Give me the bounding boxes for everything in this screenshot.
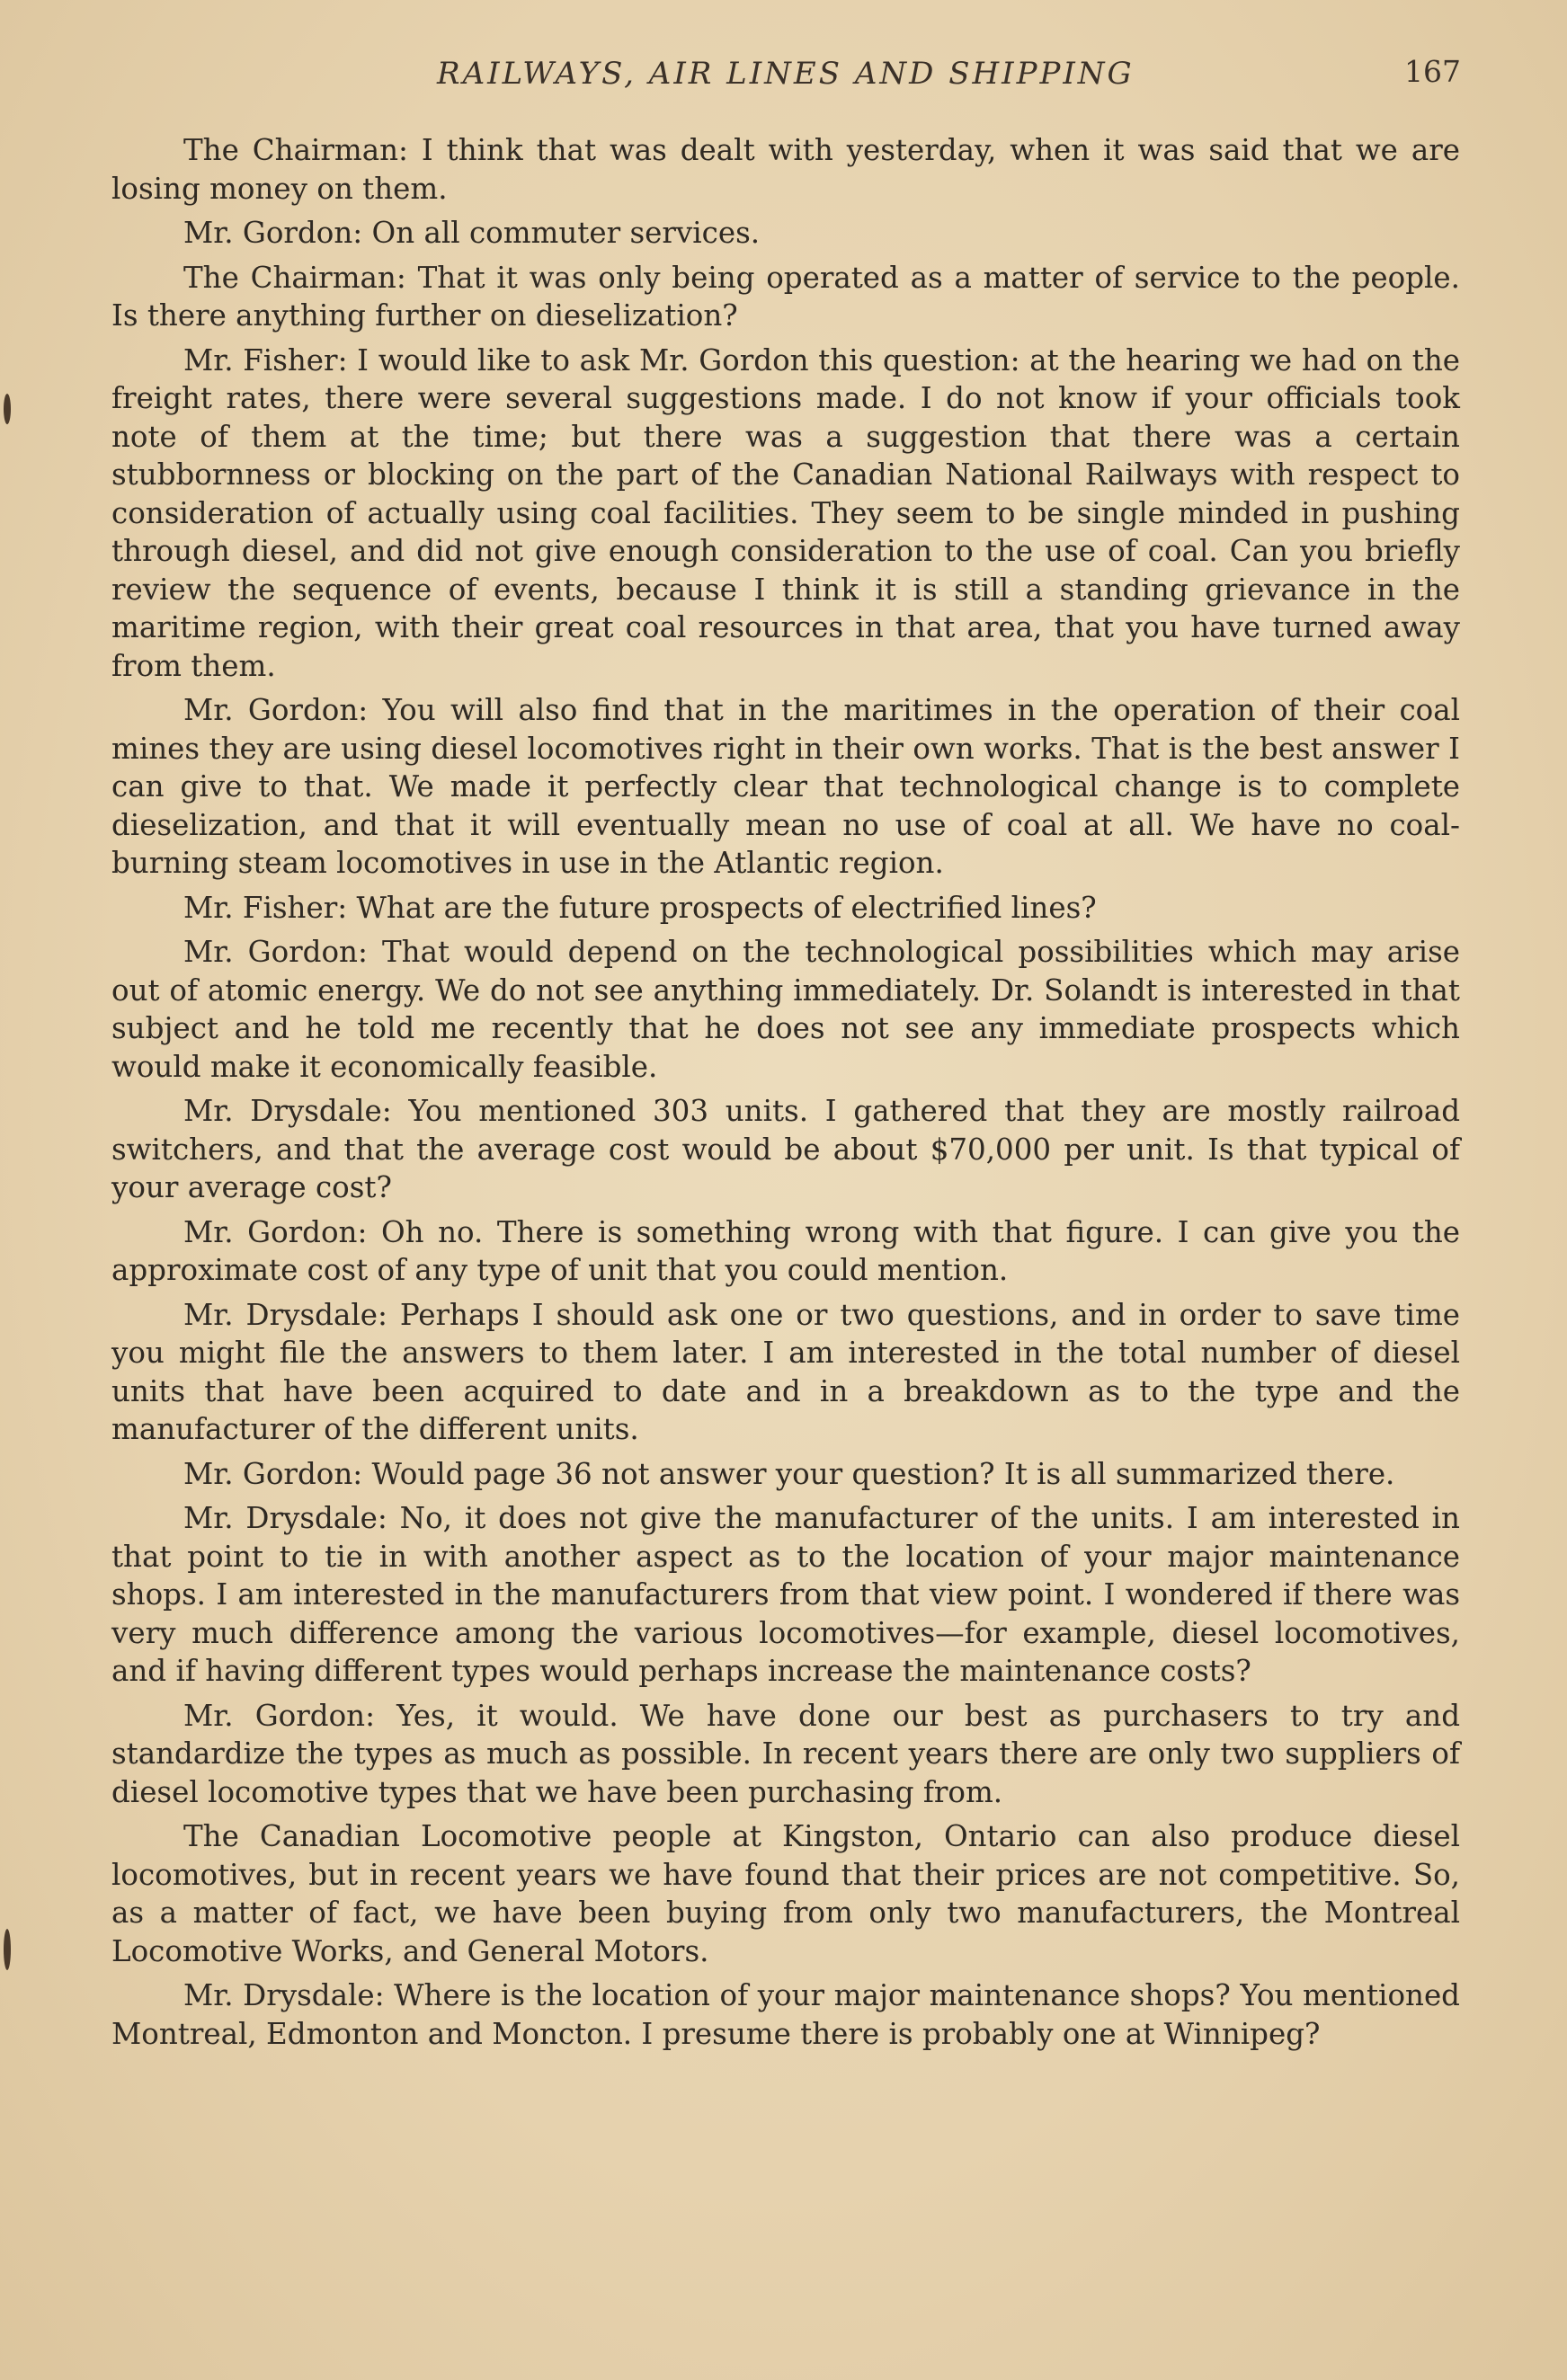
paragraph: Mr. Drysdale: Where is the location of your major maintenance shops? You mentioned Montreal, Edmonton and Moncton. I presume there is probably one at Winnipeg? [111,1978,1460,2051]
paragraph: Mr. Drysdale: You mentioned 303 units. I gathered that they are mostly railroad switchers, and that the average cost would be about $70,000 per unit. Is that typical of your average cost? [111,1094,1460,1204]
binding-mark [4,394,11,424]
paragraph: The Canadian Locomotive people at Kingston, Ontario can also produce diesel locomotives, but in recent years we have found that their prices are not competitive. So, as a matter of fact, we have been buying from only two manufacturers, the Montreal Locomotive Works, and General Motors. [111,1819,1460,1968]
paragraph: Mr. Gordon: Yes, it would. We have done our best as purchasers to try and standardize the types as much as possible. In recent years there are only two suppliers of diesel locomotive types that we have been purchasing from. [111,1698,1460,1809]
paragraph: The Chairman: That it was only being operated as a matter of service to the people. Is there anything further on dieselization? [111,260,1460,333]
paragraph: Mr. Gordon: Oh no. There is something wrong with that figure. I can give you the approximate cost of any type of unit that you could mention. [111,1214,1460,1287]
paragraph: Mr. Gordon: That would depend on the technological possibilities which may arise out of atomic energy. We do not see anything immediately. Dr. Solandt is interested in that subject and he told me recently that he does not see any immediate prospects which would make it economically feasible. [111,935,1460,1084]
paragraph: Mr. Gordon: On all commuter services. [183,216,761,250]
paragraph: Mr. Drysdale: Perhaps I should ask one or two questions, and in order to save time you might file the answers to them later. I am interested in the total number of diesel units that have been acquired to date and in a breakdown as to the type and the manufacturer of the different units. [111,1297,1460,1446]
paragraph: Mr. Fisher: I would like to ask Mr. Gordon this question: at the hearing we had on the freight rates, there were several suggestions made. I do not know if your officials took note of them at the time; but there was a suggestion that there was a certain stubbornness or blocking on the part of the Canadian National Railways with respect to consideration of actually using coal facilities. They seem to be single minded in pushing through diesel, and did not give enough consideration to the use of coal. Can you briefly review the sequence of events, because I think it is still a standing grievance in the maritime region, with their great coal resources in that area, that you have turned away from them. [111,342,1460,683]
paragraph: Mr. Gordon: You will also find that in the maritimes in the operation of their coal mines they are using diesel locomotives right in their own works. That is the best answer I can give to that. We made it perfectly clear that technological change is to complete dieselization, and that it will eventually mean no use of coal at all. We have no coal-burning steam locomotives in use in the Atlantic region. [111,693,1460,880]
running-title: RAILWAYS, AIR LINES AND SHIPPING [437,56,1135,92]
page-number: 167 [1404,54,1461,89]
running-header [0,52,1567,106]
paragraph: The Chairman: I think that was dealt with yesterday, when it was said that we are losing money on them. [111,133,1460,206]
binding-mark [4,1929,11,1970]
paragraph: Mr. Drysdale: No, it does not give the manufacturer of the units. I am interested in that point to tie in with another aspect as to the location of your major maintenance shops. I am interested in the manufacturers from that view point. I wondered if there was very much difference among the various locomotives—for example, diesel locomotives, and if having different types would perhaps increase the maintenance costs? [111,1501,1460,1688]
body-text [111,131,1460,2059]
paragraph: Mr. Fisher: What are the future prospects of electrified lines? [183,890,1097,925]
paragraph: Mr. Gordon: Would page 36 not answer your question? It is all summarized there. [183,1456,1395,1491]
